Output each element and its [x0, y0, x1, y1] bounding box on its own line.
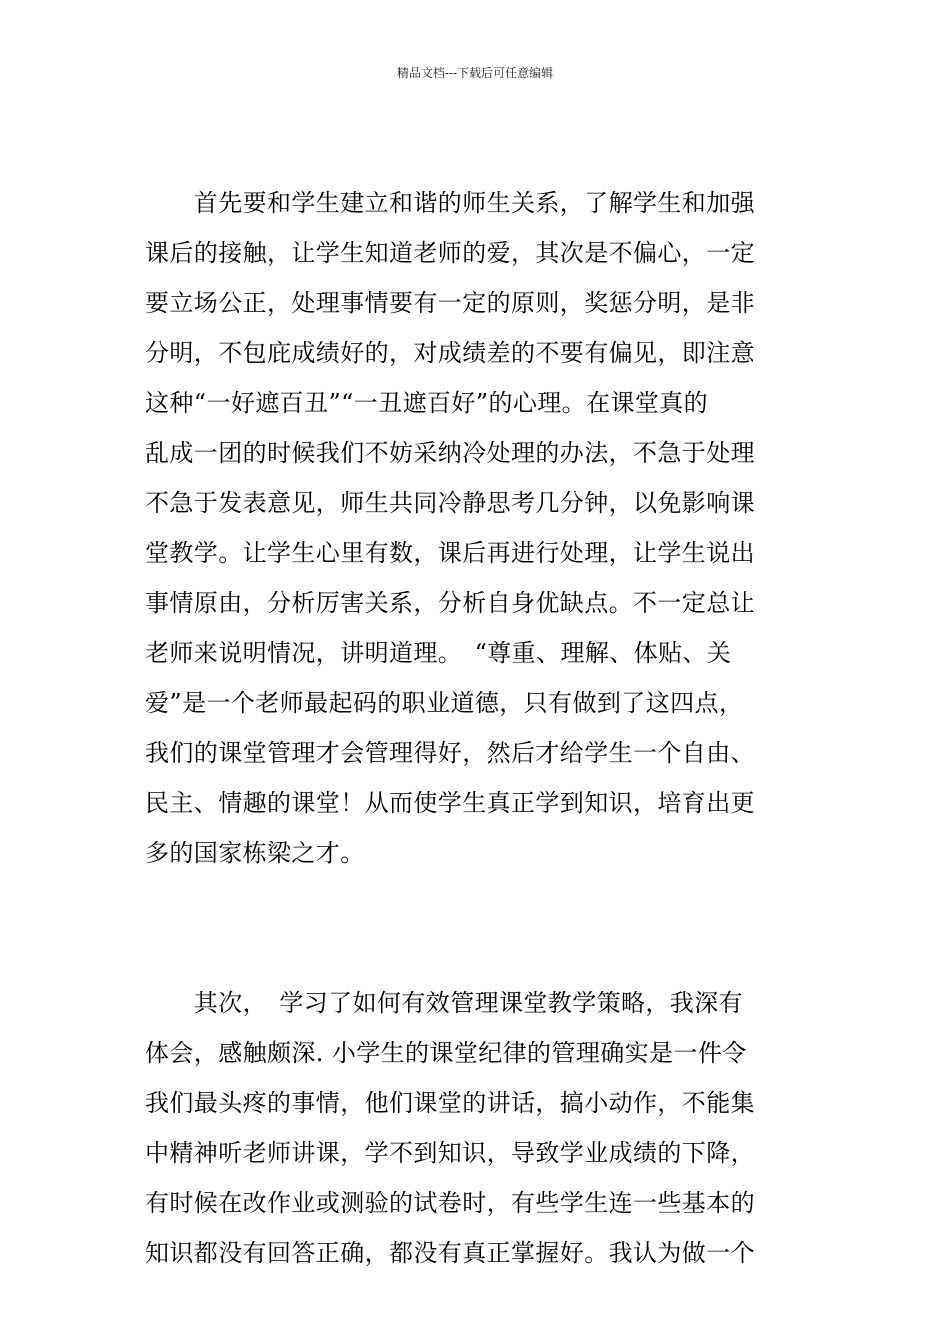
text-line: 不急于发表意见，师生共同冷静思考几分钟，以免影响课 [145, 489, 755, 517]
text-line: 多的国家栋梁之才。 [145, 839, 365, 867]
text-line: 堂教学。让学生心里有数，课后再进行处理，让学生说出 [145, 539, 755, 567]
text-line: 其次， 学习了如何有效管理课堂教学策略，我深有 [145, 989, 743, 1017]
text-line: 有时候在改作业或测验的试卷时，有些学生连一些基本的 [145, 1189, 755, 1217]
text-line: 首先要和学生建立和谐的师生关系，了解学生和加强 [145, 189, 755, 217]
text-line: 事情原由，分析厉害关系，分析自身优缺点。不一定总让 [145, 589, 755, 617]
text-line: 体会，感触颇深. 小学生的课堂纪律的管理确实是一件令 [145, 1039, 747, 1067]
text-line: 爱”是一个老师最起码的职业道德，只有做到了这四点， [145, 689, 744, 717]
paragraph-2 [145, 978, 807, 1278]
text-line: 我们最头疼的事情，他们课堂的讲话，搞小动作，不能集 [145, 1089, 755, 1117]
text-line: 知识都没有回答正确，都没有真正掌握好。我认为做一个 [145, 1239, 755, 1267]
paragraph-spacer [145, 878, 807, 928]
document-body [145, 178, 807, 1278]
text-line: 要立场公正，处理事情要有一定的原则，奖惩分明，是非 [145, 289, 755, 317]
text-line: 乱成一团的时候我们不妨采纳冷处理的办法，不急于处理 [145, 439, 755, 467]
text-line: 课后的接触，让学生知道老师的爱，其次是不偏心，一定 [145, 239, 755, 267]
text-line: 老师来说明情况，讲明道理。 “尊重、理解、体贴、关 [145, 639, 732, 667]
text-line: 中精神听老师讲课，学不到知识，导致学业成绩的下降， [145, 1139, 755, 1167]
text-line: 分明，不包庇成绩好的，对成绩差的不要有偏见，即注意 [145, 339, 755, 367]
page-header: 精品文档---下载后可任意编辑 [396, 66, 554, 80]
paragraph-spacer [145, 928, 807, 978]
text-line: 这种“一好遮百丑”“一丑遮百好”的心理。在课堂真的 [145, 389, 709, 417]
text-line: 民主、情趣的课堂！从而使学生真正学到知识，培育出更 [145, 789, 755, 817]
paragraph-1 [145, 178, 807, 878]
text-line: 我们的课堂管理才会管理得好，然后才给学生一个自由、 [145, 739, 755, 767]
